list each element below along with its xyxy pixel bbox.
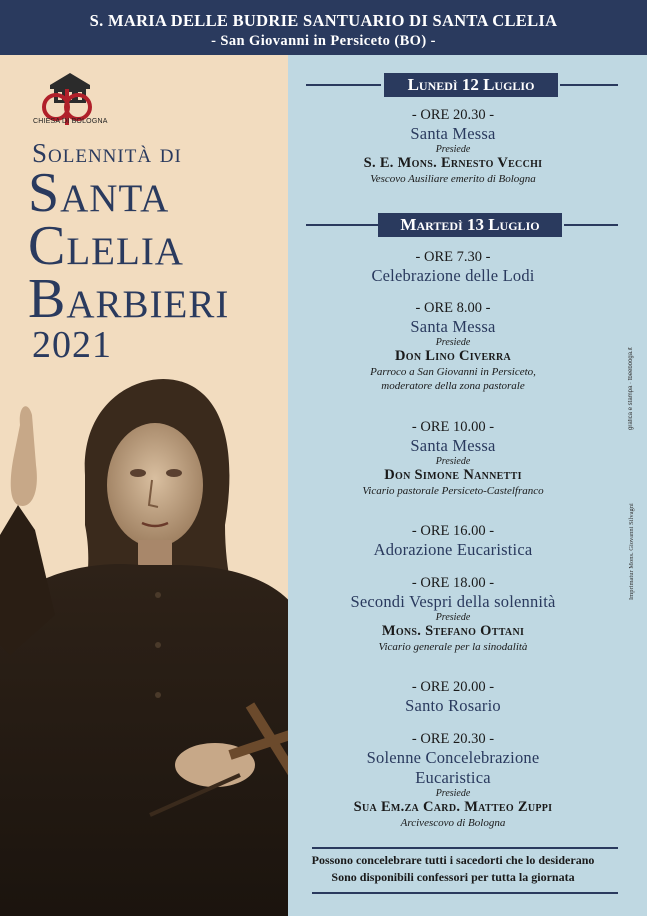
presiede-label: Presiede <box>435 144 471 155</box>
header-title: S. MARIA DELLE BUDRIE SANTUARIO DI SANTA CLELIA <box>89 11 558 30</box>
event-time: - ORE 20.30 - <box>411 731 495 747</box>
celebrant-role: Parroco a San Giovanni in Persiceto, <box>370 366 536 378</box>
celebrant-name: S. E. Mons. Ernesto Vecchi <box>363 155 543 171</box>
event-block <box>288 731 618 830</box>
day-rule-left <box>306 224 378 226</box>
day-header-1 <box>288 73 618 97</box>
celebrant-name: Don Lino Civerra <box>394 348 511 364</box>
event-title: Santo Rosario <box>405 696 501 715</box>
event-title: Adorazione Eucaristica <box>373 540 533 559</box>
event-block <box>288 679 618 716</box>
footer-line-1: Possono concelebrare tutti i sacedorti che lo desiderano <box>311 853 595 867</box>
event-block <box>288 300 618 393</box>
event-title: Celebrazione delle Lodi <box>371 266 535 285</box>
logo-caption: CHIESA DI BOLOGNA <box>33 118 108 125</box>
left-column <box>0 55 288 916</box>
event-title: Secondi Vespri della solennità <box>350 592 556 611</box>
celebrant-role-2: moderatore della zona pastorale <box>381 380 525 392</box>
day-rule-left <box>306 84 381 86</box>
celebrant-role: Arcivescovo di Bologna <box>400 817 506 829</box>
footer-line-2: Sono disponibili confessori per tutta la giornata <box>331 870 575 884</box>
event-time: - ORE 16.00 - <box>411 523 495 539</box>
event-time: - ORE 7.30 - <box>415 249 491 265</box>
celebrant-name: Sua Em.za Card. Matteo Zuppi <box>353 799 553 815</box>
footer-note <box>288 852 618 886</box>
presiede-label: Presiede <box>435 788 471 799</box>
presiede-label: Presiede <box>435 337 471 348</box>
presiede-label: Presiede <box>435 456 471 467</box>
event-block <box>288 575 618 654</box>
day-rule-right <box>564 224 618 226</box>
event-block <box>288 107 618 186</box>
side-imprint: Imprimatur Mons. Giovanni Silvagni <box>628 503 635 600</box>
celebrant-name: Don Simone Nannetti <box>384 467 522 483</box>
title-barbieri: Barbieri <box>28 268 230 330</box>
event-time: - ORE 10.00 - <box>411 419 495 435</box>
event-title: Santa Messa <box>410 436 496 455</box>
event-block <box>288 249 618 286</box>
footer-rule-top <box>312 847 618 849</box>
title-solennita: Solennità di <box>32 138 182 168</box>
celebrant-name: Mons. Stefano Ottani <box>381 623 525 639</box>
header-band <box>0 0 647 55</box>
event-title: Santa Messa <box>410 124 496 143</box>
day-rule-right <box>560 84 618 86</box>
day-label-1: Lunedì 12 Luglio <box>384 73 558 97</box>
celebrant-role: Vescovo Ausiliare emerito di Bologna <box>370 173 536 185</box>
day-label-2: Martedì 13 Luglio <box>378 213 562 237</box>
title-year: 2021 <box>32 324 112 366</box>
side-credit: grafica e stampa · tbeebooga.it <box>628 347 634 430</box>
program-column <box>288 55 628 916</box>
event-block <box>288 419 618 498</box>
event-time: - ORE 20.00 - <box>411 679 495 695</box>
celebrant-role: Vicario pastorale Persiceto-Castelfranco <box>362 485 544 497</box>
saint-portrait <box>0 355 288 916</box>
footer-rule-bottom <box>312 892 618 894</box>
event-time: - ORE 18.00 - <box>411 575 495 591</box>
event-time: - ORE 8.00 - <box>415 300 491 316</box>
title-clelia: Clelia <box>28 215 184 277</box>
title-santa: Santa <box>28 162 170 224</box>
event-time: - ORE 20.30 - <box>411 107 495 123</box>
celebrant-role: Vicario generale per la sinodalità <box>378 641 528 653</box>
event-block <box>288 523 618 560</box>
header-subtitle: - San Giovanni in Persiceto (BO) - <box>211 33 436 49</box>
event-title: Solenne Concelebrazione <box>366 748 540 767</box>
event-title-2: Eucaristica <box>415 768 491 787</box>
event-title: Santa Messa <box>410 317 496 336</box>
presiede-label: Presiede <box>435 612 471 623</box>
day-header-2 <box>288 213 618 237</box>
